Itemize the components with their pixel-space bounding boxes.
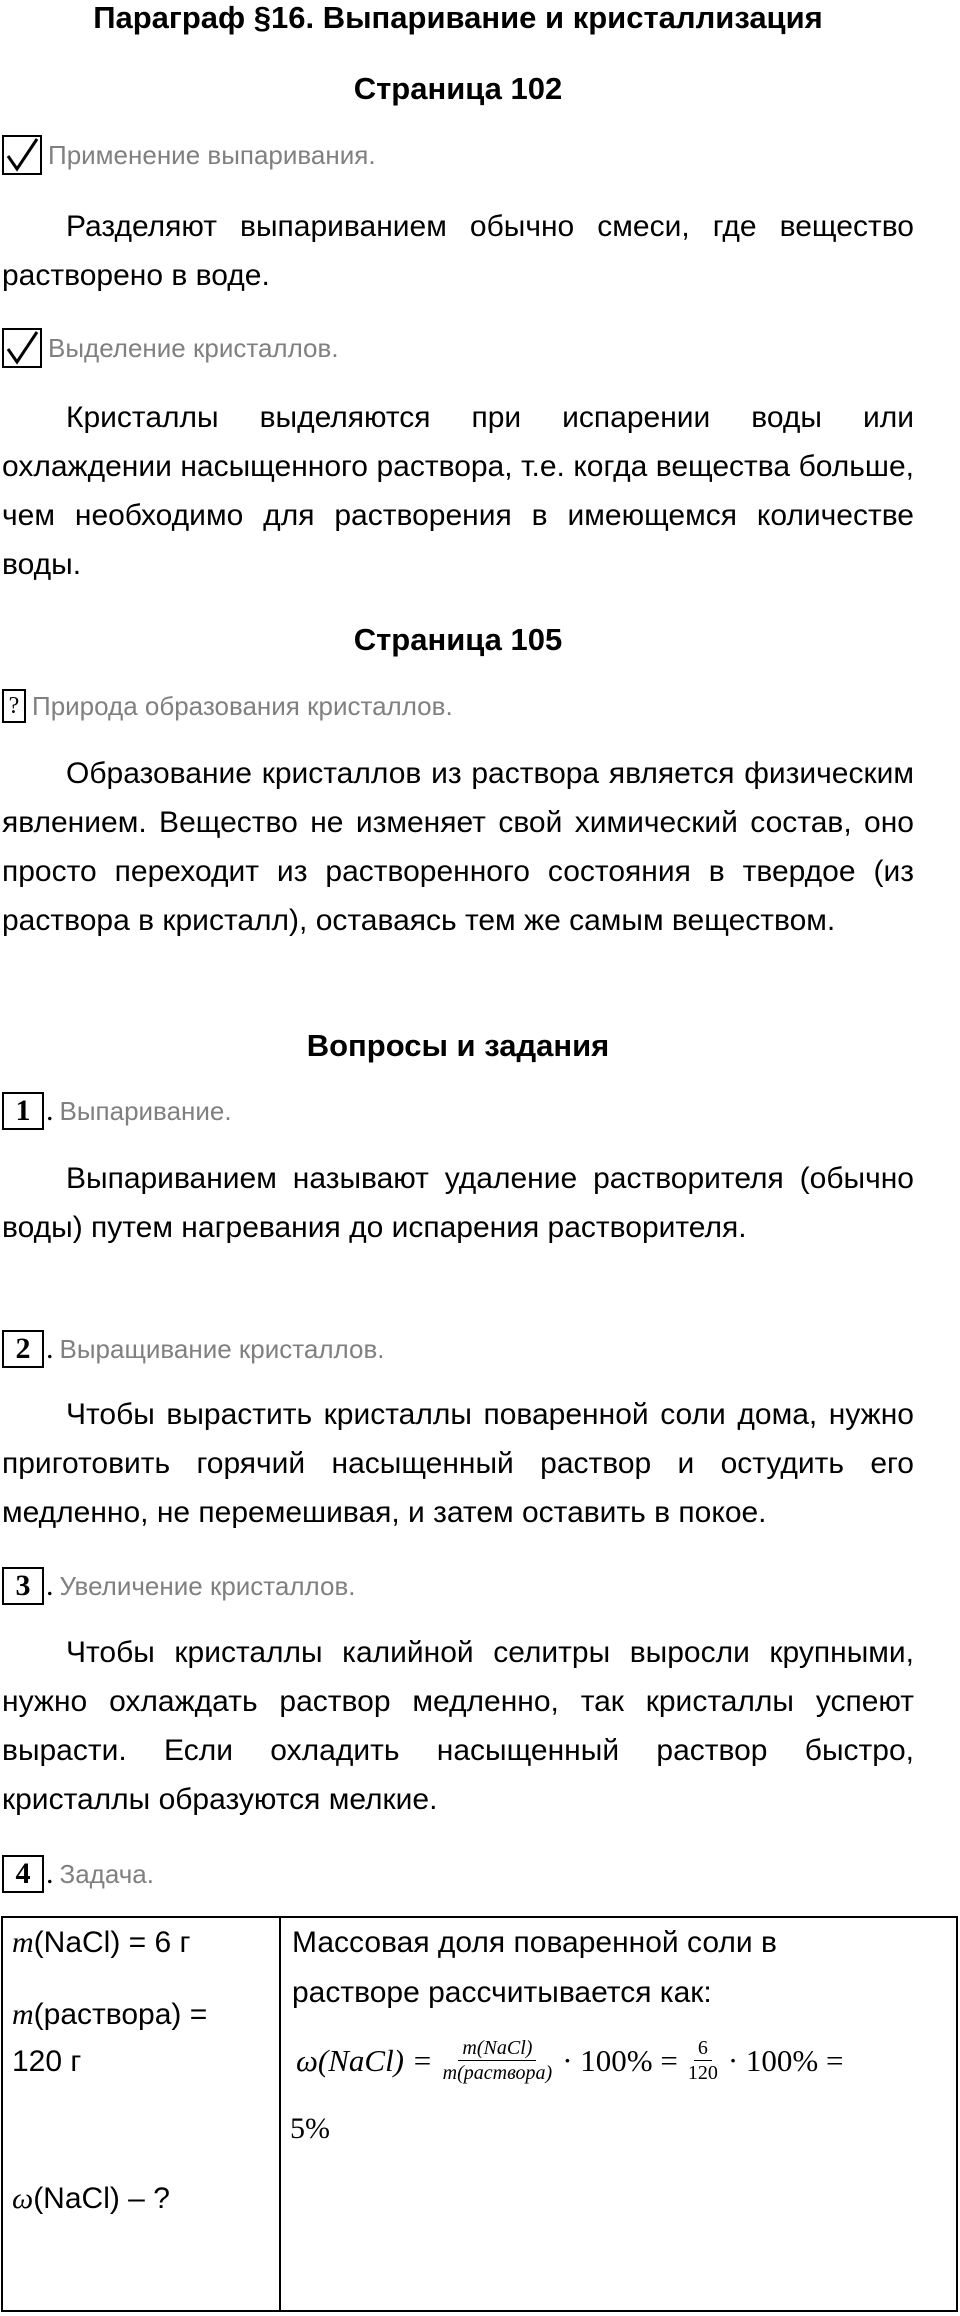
item-label: Применение выпаривания. — [48, 139, 376, 170]
question-number: 1 — [2, 1092, 44, 1130]
section-heading-questions: Вопросы и задания — [306, 1028, 610, 1063]
paragraph: Чтобы кристаллы калийной селитры выросли крупными, нужно охлаждать раствор медленно, так кристаллы успеют вырасти. Если охладить насыщенный раствор быстро, кристаллы образуются мелкие. — [2, 1636, 914, 1816]
given-mass-nacl: m(NaCl) = 6 г — [12, 1926, 191, 1959]
checkmark-icon — [2, 135, 42, 175]
formula-result: 5% — [290, 2112, 330, 2145]
table-divider — [279, 1918, 281, 2310]
find-omega: ω(NaCl) – ? — [12, 2182, 170, 2215]
question-label: Задача. — [59, 1858, 154, 1889]
question-number: 3 — [2, 1567, 44, 1605]
question-label-row: 4 . Задача. — [2, 1852, 154, 1896]
item-label: Природа образования кристаллов. — [32, 690, 453, 721]
question-label: Выращивание кристаллов. — [59, 1333, 385, 1364]
question-mark-icon: ? — [2, 689, 26, 723]
explanation-line: Массовая доля поваренной соли в — [292, 1926, 777, 1959]
question-label-row: 1 . Выпаривание. — [2, 1089, 232, 1133]
paragraph: Образование кристаллов из раствора является физическим явлением. Вещество не изменяет свой химический состав, оно просто переходит из растворенного состояния в твердое (из раствора в кристалл), оставаясь тем же самым веществом. — [2, 757, 914, 937]
explanation-line: растворе рассчитывается как: — [292, 1976, 712, 2009]
paragraph: Выпариванием называют удаление растворителя (обычно воды) путем нагревания до испарения растворителя. — [2, 1162, 914, 1244]
question-label-row: 2 . Выращивание кристаллов. — [2, 1327, 384, 1371]
item-label-row — [2, 133, 376, 177]
fraction: $\frac{\text{m(NaCl)}}{\text{m(раствора)}}$ — [442, 2037, 553, 2084]
question-label: Выпаривание. — [59, 1095, 232, 1126]
item-label-row — [2, 684, 453, 728]
page-title: Параграф §16. Выпаривание и кристаллизация — [93, 0, 823, 35]
question-label-row: 3 . Увеличение кристаллов. — [2, 1564, 356, 1608]
checkmark-icon — [2, 328, 42, 368]
fraction: $\frac{6}{120}$ — [687, 2037, 718, 2084]
mass-fraction-formula: ω(NaCl) = $\frac{\text{m(NaCl)}}{\text{m(раствора)}}$ · 100% = $\frac{6}{120}$ · 100% = — [296, 2037, 844, 2084]
section-heading-page-102: Страница 102 — [353, 71, 563, 106]
given-mass-solution: m(раствора) = — [12, 1998, 208, 2031]
item-label-row — [2, 326, 339, 370]
given-mass-solution-value: 120 г — [12, 2045, 82, 2078]
section-heading-page-105: Страница 105 — [353, 622, 563, 657]
question-number: 2 — [2, 1330, 44, 1368]
paragraph: Кристаллы выделяются при испарении воды или охлаждении насыщенного раствора, т.е. когда вещества больше, чем необходимо для растворения в имеющемся количестве воды. — [2, 401, 914, 581]
question-label: Увеличение кристаллов. — [59, 1570, 356, 1601]
paragraph: Разделяют выпариванием обычно смеси, где вещество растворено в воде. — [2, 210, 914, 292]
item-label: Выделение кристаллов. — [48, 332, 339, 363]
question-number: 4 — [2, 1855, 44, 1893]
paragraph: Чтобы вырастить кристаллы поваренной соли дома, нужно приготовить горячий насыщенный раствор и остудить его медленно, не перемешивая, и затем оставить в покое. — [2, 1398, 914, 1529]
